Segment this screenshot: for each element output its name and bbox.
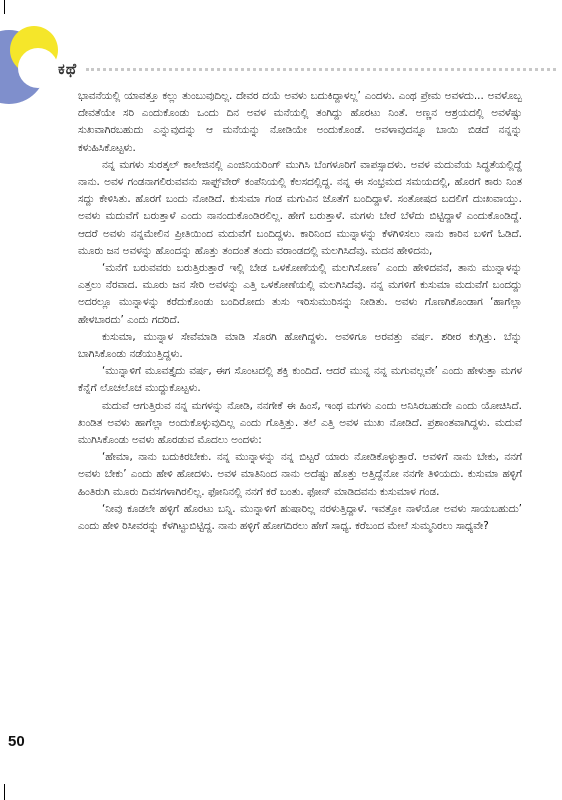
text-line: ಮಗುವಲ್ಲವೇ’ ಎಂದು ಹೇಳುತ್ತಾ ಮಗಳ ಕೆನ್ನೆಗೆ ಲೊಚಲೊಚ ಮುದ್ದುಕೊಟ್ಟಳು.: [78, 365, 522, 395]
text-line: ಅವಳಾವುದನ್ನೂ ಬಾಯಿ ಬಿಡದೆ ನನ್ನನ್ನು ಕಳುಹಿಸಿಕೊಟ್ಟಳು.: [78, 124, 522, 154]
text-line: ಎಂದುಕೊಂಡಿದ್ದೆ. ಆದರೆ ಅವಳು ನನ್ನಮೇಲಿನ ಪ್ರೀತಿಯಿಂದ ಮದುವೆಗೆ ಬಂದಿದ್ದಳು.: [78, 210, 523, 240]
paragraph: [78, 88, 522, 157]
text-line: ಕಾರಿನಿಂದ ಮುನ್ನಾಳನ್ನು ಕೆಳಗಿಳಿಸಲು ನಾನು ಕಾರಿನ ಬಳಿಗೆ ಓಡಿದೆ. ಮೂರು ಜನ ಅವಳನ್ನು: [78, 227, 522, 257]
text-line: ಭಾವನೆಯಲ್ಲಿ ಯಾವತ್ತೂ ಕಲ್ಲು ತುಂಬುವುದಿಲ್ಲ. ದೇವರ ದಯೆ ಅವಳು ಬದುಕಿದ್ದಾಳಲ್ಲ’: [78, 90, 361, 102]
crop-mark: [4, 784, 5, 800]
text-line: ಕುಸುಮಾ, ಮುನ್ನಾಳ ಸೇವೆಮಾಡಿ ಮಾಡಿ ಸೊರಗಿ ಹೋಗಿದ್ದಳು. ಅವಳಿಗೂ ಅರವತ್ತು: [102, 330, 404, 343]
text-line: ಸುಖವಾಗಿರಬಹುದು ಎನ್ನುವುದನ್ನು ಆ ಮನೆಯನ್ನು ನೋಡಿಯೇ ಅಂದುಕೊಂಡೆ.: [78, 124, 365, 137]
section-title: ಕಥೆ: [58, 60, 78, 78]
text-line: ಹೊಂದನ್ನು ಹೊತ್ತು ತಂದಂತೆ ತಂದು ವರಾಂಡದಲ್ಲಿ ಮಲಗಿಸಿದೆವು. ಮದನ ಹೇಳಿದನು,: [155, 244, 433, 257]
text-line: ಎತ್ತಿ ಒಳಕೋಣೆಯಲ್ಲಿ ಮಲಗಿಸಿದೆವು. ನನ್ನ ಮಗಳಿಗೆ ಕುಸುಮಾ ಮದುವೆಗೆ ಬಂದದ್ದು: [243, 279, 522, 292]
text-line: ‘ಮನೆಗೆ ಬರುವವರು ಬರುತ್ತಿರುತ್ತಾರೆ ಇಲ್ಲಿ ಬೇಡ ಒಳಕೋಣೆಯಲ್ಲಿ ಮಲಗಿಸೋಣ’: [102, 262, 381, 275]
text-line: ನಾನು ಹಳ್ಳಿಗೆ ಹೋಗದಿರಲು ಹೇಗೆ ಸಾಧ್ಯ. ಕರೆಬಂದ ಮೇಲೆ ಸುಮ್ಮನಿರಲು ಸಾಧ್ಯವೇ?: [218, 520, 489, 533]
paragraph: [78, 157, 522, 260]
story-text: [78, 88, 522, 535]
text-line: ಹಳ್ಳಿಗೆ ಹಿಂತಿರುಗಿ ಮೂರು ದಿವಸಗಳಾಗಿರಲಿಲ್ಲ. ಫೋನಿನಲ್ಲಿ ನನಗೆ ಕರೆ ಬಂತು. ಫೋನ್: [78, 468, 522, 498]
text-line: ನೋಡಿಕೊಳ್ಳುತ್ತಾರೆ. ಅವಳಿಗೆ ನಾನು ಬೇಕು, ನನಗೆ ಅವಳು ಬೇಕು’ ಎಂದು ಹೇಳಿ ಹೋದಳು.: [78, 451, 522, 481]
text-line: ಸಾಫ್ಟ್‌ವೇರ್ ಕಂಪೆನಿಯಲ್ಲಿ ಕೆಲಸದಲ್ಲಿದ್ದ. ನನ್ನ ಈ ಸಂಭ್ರಮದ ಸಮಯದಲ್ಲಿ, ಹೊರಗೆ ಕಾರು: [201, 176, 502, 189]
text-line: ಮದುವೆ ಆಗುತ್ತಿರುವ ನನ್ನ ಮಗಳನ್ನು ನೋಡಿ, ನನಗೇಕೆ ಈ ಹಿಂಸೆ, ಇಂಥ ಮಗಳು ಎಂದು: [102, 399, 397, 412]
paragraph: [78, 363, 522, 397]
text-line: ಮಾಡಿದವನು ಕುಸುಮಾಳ ಗಂಡ.: [334, 485, 440, 498]
paragraph: [78, 398, 522, 450]
text-line: ಅವಳು ಗೊಣಗಿಕೊಂಡಾಗ ‘ಹಾಗೆಲ್ಲಾ ಹೇಳಬಾರದು’ ಎಂದು ಗದರಿದೆ.: [78, 296, 522, 326]
decorative-white-circle: [18, 48, 58, 88]
page-number: 50: [8, 733, 25, 750]
text-line: ‘ನೀವು ಕೂಡಲೇ ಹಳ್ಳಿಗೆ ಹೊರಟು ಬನ್ನಿ. ಮುನ್ನಾಳಿಗೆ ಹುಷಾರಿಲ್ಲ ನರಳುತ್ತಿದ್ದಾಳೆ.: [102, 502, 367, 515]
text-line: ಅವಳ ಮಾತಿನಿಂದ ನಾನು ಅದೆಷ್ಟು ಹೊತ್ತು ಅತ್ತಿದ್ದೆನೋ ನನಗೇ ತಿಳಿಯದು. ಕುಸುಮಾ: [217, 468, 499, 481]
text-line: ಇವತ್ತೋ ನಾಳೆಯೋ ಅವಳು ಸಾಯಬಹುದು’ ಎಂದು ಹೇಳಿ ರಿಸೀವರನ್ನು ಕೆಳಗಿಟ್ಟುಬಿಟ್ಟಿದ್ದ.: [78, 502, 522, 533]
text-line: ನಾನಂದುಕೊಂಡಿರಲಿಲ್ಲ. ಹೇಗೆ ಬರುತ್ತಾಳೆ. ಮಗಳು ಬೇರೆ ಬೆಳೆದು ಬಿಟ್ಟಿದ್ದಾಳೆ: [206, 210, 462, 223]
text-line: ದಿನ ಅವಳ ಮನೆಯಲ್ಲಿ ತಂಗಿದ್ದು ಹೊರಟು ನಿಂತೆ. ಅಣ್ಣನ ಆಶ್ರಯದಲ್ಲಿ ಅವಳೆಷ್ಟು: [226, 107, 522, 120]
text-line: ಎಂದು ಹೇಳಿದವನೆ, ತಾನು ಮುನ್ನಾಳನ್ನು ಎತ್ತಲು ನೆರವಾದ. ಮೂರು ಜನ ಸೇರಿ ಅವಳನ್ನು: [78, 262, 522, 292]
paragraph: [78, 449, 522, 501]
text-line: ಬಂದಿದ್ದಾಳೆ. ಸಂತೋಷದ ಬದಲಿಗೆ ದುಃಖವಾಯ್ತು. ಅವಳು ಮದುವೆಗೆ ಬರುತ್ತಾಳೆ ಎಂದು: [78, 193, 522, 223]
text-line: ವರ್ಷ. ಶರೀರ ಕುಗ್ಗಿತ್ತು. ಬೆನ್ನು ಬಾಗಿಸಿಕೊಂಡು ನಡೆಯುತ್ತಿದ್ದಳು.: [78, 330, 522, 361]
text-line: ಅದರಲ್ಲೂ ಮುನ್ನಾಳನ್ನು ಕರೆದುಕೊಂಡು ಬಂದಿರೋದು ತುಸು ಇರಿಸುಮುರಿಸನ್ನು ನೀಡಿತು.: [78, 296, 388, 309]
text-line: ‘ಹೇಮಾ, ನಾನು ಬದುಕಿರಬೇಕು. ನನ್ನ ಮುನ್ನಾಳನ್ನು ನನ್ನ ಬಿಟ್ಟರೆ ಯಾರು: [102, 451, 349, 464]
paragraph: [78, 329, 522, 363]
text-line: ‘ಮುನ್ನಾಳಿಗೆ ಮೂವತ್ತೈದು ವರ್ಷ, ಈಗ ಸೊಂಟದಲ್ಲಿ ಶಕ್ತಿ ಕುಂದಿದೆ. ಆದರೆ ಮುನ್ನ ನನ್ನ: [102, 365, 388, 378]
dotted-rule: [86, 68, 556, 71]
paragraph: [78, 260, 522, 329]
text-line: ಎಂದಳು. ಎಂಥ ಪ್ರೇಮ ಅವಳದು... ಅವಳೊಬ್ಬ ದೇವತೆಯೇ ಸರಿ ಎಂದುಕೊಂಡು ಒಂದು: [78, 90, 522, 120]
text-line: ಎಂದು ಗೊತ್ತಿತ್ತು. ತಲೆ ಎತ್ತಿ ಅವಳ ಮುಖ ನೋಡಿದೆ. ಪ್ರಶಾಂತವಾಗಿದ್ದಳು. ಮದುವೆ: [239, 416, 523, 429]
crop-mark: [4, 0, 5, 14]
text-line: ಮುಗಿಸಿಕೊಂಡು ಅವಳು ಹೊರಡುವ ಮೊದಲು ಅಂದಳು:: [78, 434, 262, 447]
text-line: ಅನಿಸಿರಬಹುದೇ ಎಂದು ಯೋಚಿಸಿದೆ. ಖಂಡಿತ ಅವಳು ಹಾಗೆಲ್ಲಾ ಅಂದುಕೊಳ್ಳುವುದಿಲ್ಲ: [78, 399, 522, 429]
text-line: ನನ್ನ ಮಗಳು ಸುರತ್ಕಲ್ ಕಾಲೇಜಿನಲ್ಲಿ ಎಂಜಿನಿಯರಿಂಗ್ ಮುಗಿಸಿ ಬೆಂಗಳೂರಿಗೆ: [102, 158, 356, 171]
text-line: ನಿಂತ ಸದ್ದು ಕೇಳಿಸಿತು. ಹೊರಗೆ ಬಂದು ನೋಡಿದೆ. ಕುಸುಮಾ ಗಂಡ ಮಗುವಿನ ಜೊತೆಗೆ: [78, 176, 522, 206]
paragraph: [78, 501, 522, 535]
text-line: ವಾಪಸ್ಸಾದಳು. ಅವಳ ಮದುವೆಯ ಸಿದ್ಧತೆಯಲ್ಲಿದ್ದೆ ನಾನು. ಅವಳ ಗಂಡನಾಗಲಿರುವವನು: [78, 158, 523, 189]
